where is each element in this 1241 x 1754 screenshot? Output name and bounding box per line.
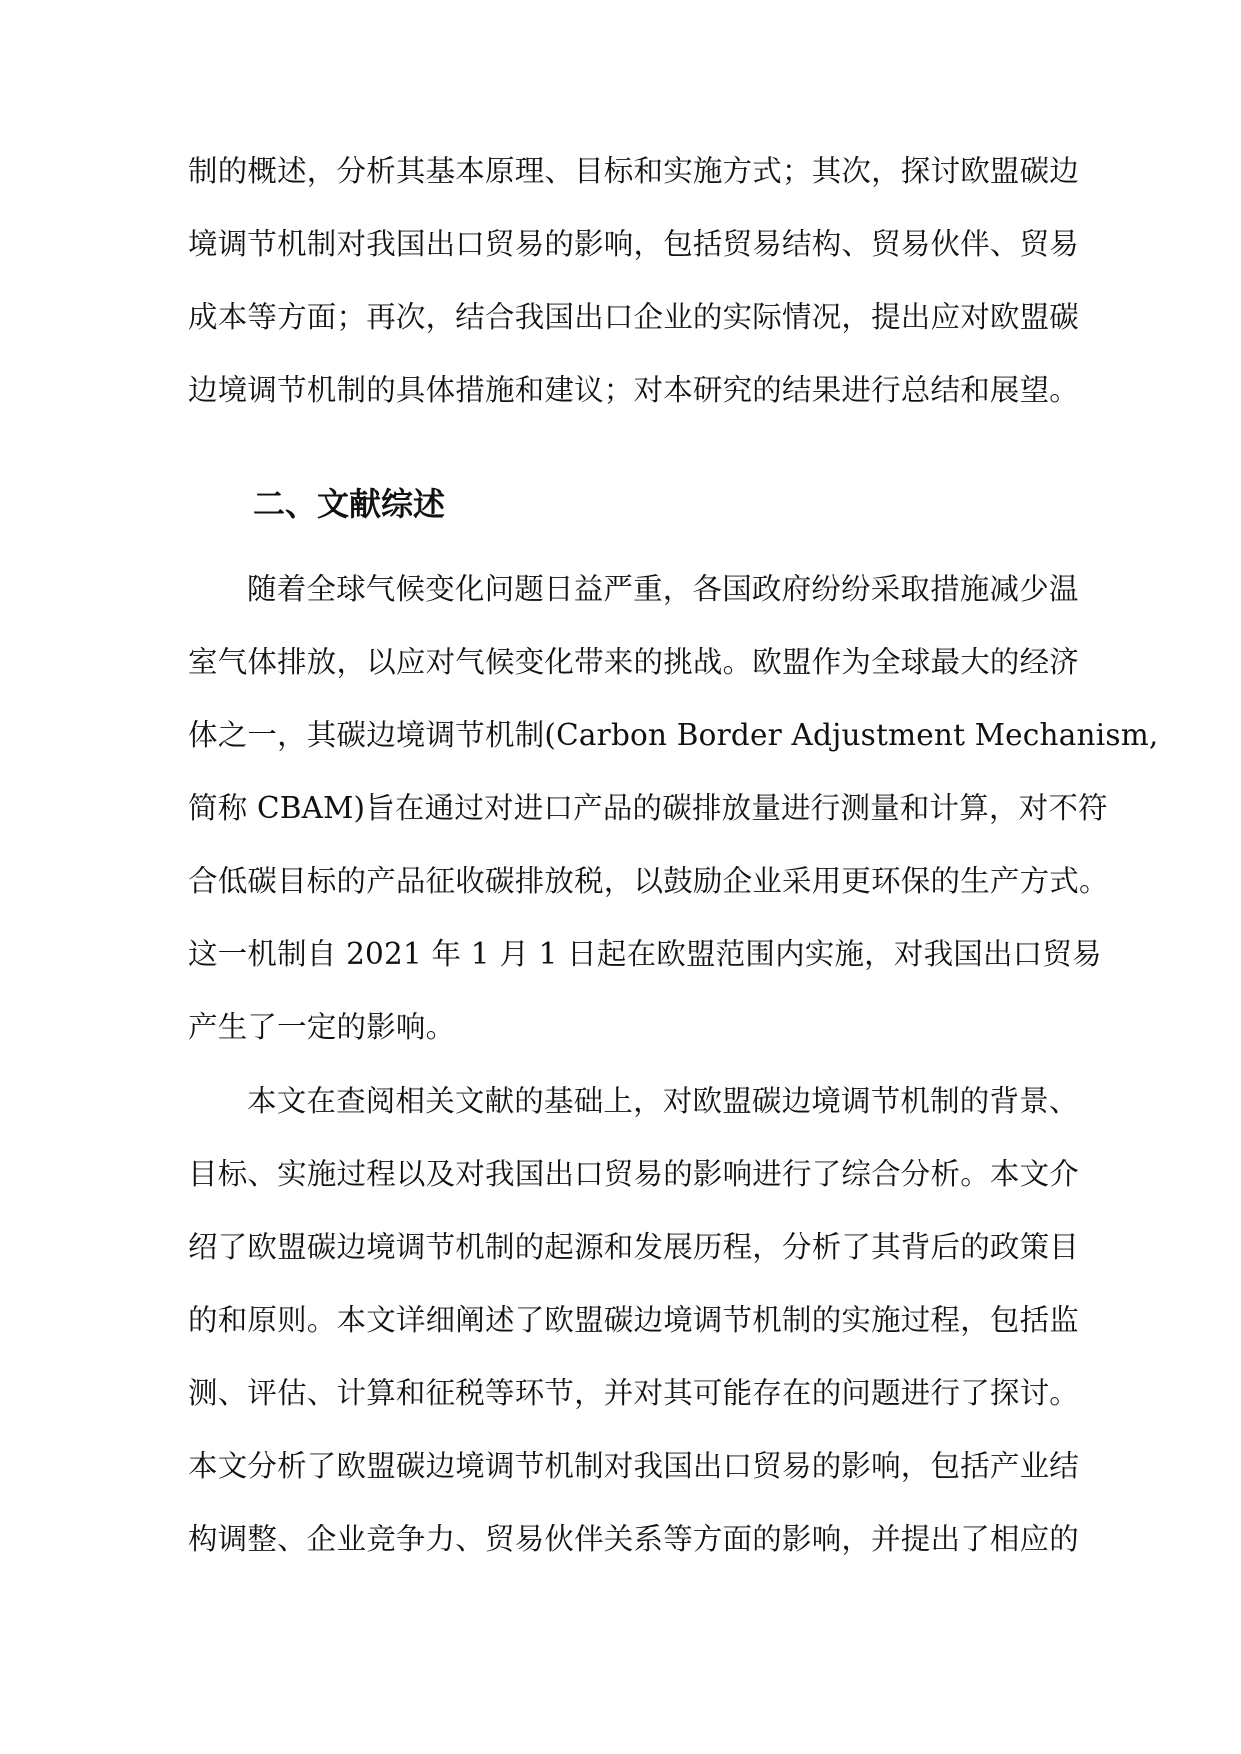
paragraph-1-line-4: 简称 CBAM)旨在通过对进口产品的碳排放量进行测量和计算，对不符 — [188, 791, 1108, 825]
paragraph-intro-line-2: 境调节机制对我国出口贸易的影响，包括贸易结构、贸易伙伴、贸易 — [188, 227, 1080, 261]
paragraph-2-line-4: 的和原则。本文详细阐述了欧盟碳边境调节机制的实施过程，包括监 — [188, 1303, 1080, 1337]
paragraph-2-line-6: 本文分析了欧盟碳边境调节机制对我国出口贸易的影响，包括产业结 — [188, 1449, 1080, 1483]
paragraph-2-line-1: 本文在查阅相关文献的基础上，对欧盟碳边境调节机制的背景、 — [247, 1084, 1079, 1118]
paragraph-intro-line-1: 制的概述，分析其基本原理、目标和实施方式；其次，探讨欧盟碳边 — [188, 154, 1080, 188]
paragraph-2-line-7: 构调整、企业竞争力、贸易伙伴关系等方面的影响，并提出了相应的 — [188, 1522, 1080, 1556]
paragraph-1-line-6: 这一机制自 2021 年 1 月 1 日起在欧盟范围内实施，对我国出口贸易 — [188, 937, 1102, 971]
paragraph-1-line-3: 体之一，其碳边境调节机制(Carbon Border Adjustment Mechanism, — [188, 718, 1159, 752]
paragraph-2-line-2: 目标、实施过程以及对我国出口贸易的影响进行了综合分析。本文介 — [188, 1157, 1080, 1191]
section-heading: 二、文献综述 — [253, 485, 446, 523]
paragraph-2-line-3: 绍了欧盟碳边境调节机制的起源和发展历程，分析了其背后的政策目 — [188, 1230, 1080, 1264]
paragraph-2-line-5: 测、评估、计算和征税等环节，并对其可能存在的问题进行了探讨。 — [188, 1376, 1080, 1410]
paragraph-1-line-7: 产生了一定的影响。 — [188, 1010, 456, 1044]
paragraph-1-line-5: 合低碳目标的产品征收碳排放税，以鼓励企业采用更环保的生产方式。 — [188, 864, 1109, 898]
paragraph-1-line-2: 室气体排放，以应对气候变化带来的挑战。欧盟作为全球最大的经济 — [188, 645, 1080, 679]
paragraph-intro-line-4: 边境调节机制的具体措施和建议；对本研究的结果进行总结和展望。 — [188, 373, 1080, 407]
paragraph-intro-line-3: 成本等方面；再次，结合我国出口企业的实际情况，提出应对欧盟碳 — [188, 300, 1080, 334]
paragraph-1-line-1: 随着全球气候变化问题日益严重，各国政府纷纷采取措施减少温 — [247, 572, 1079, 606]
